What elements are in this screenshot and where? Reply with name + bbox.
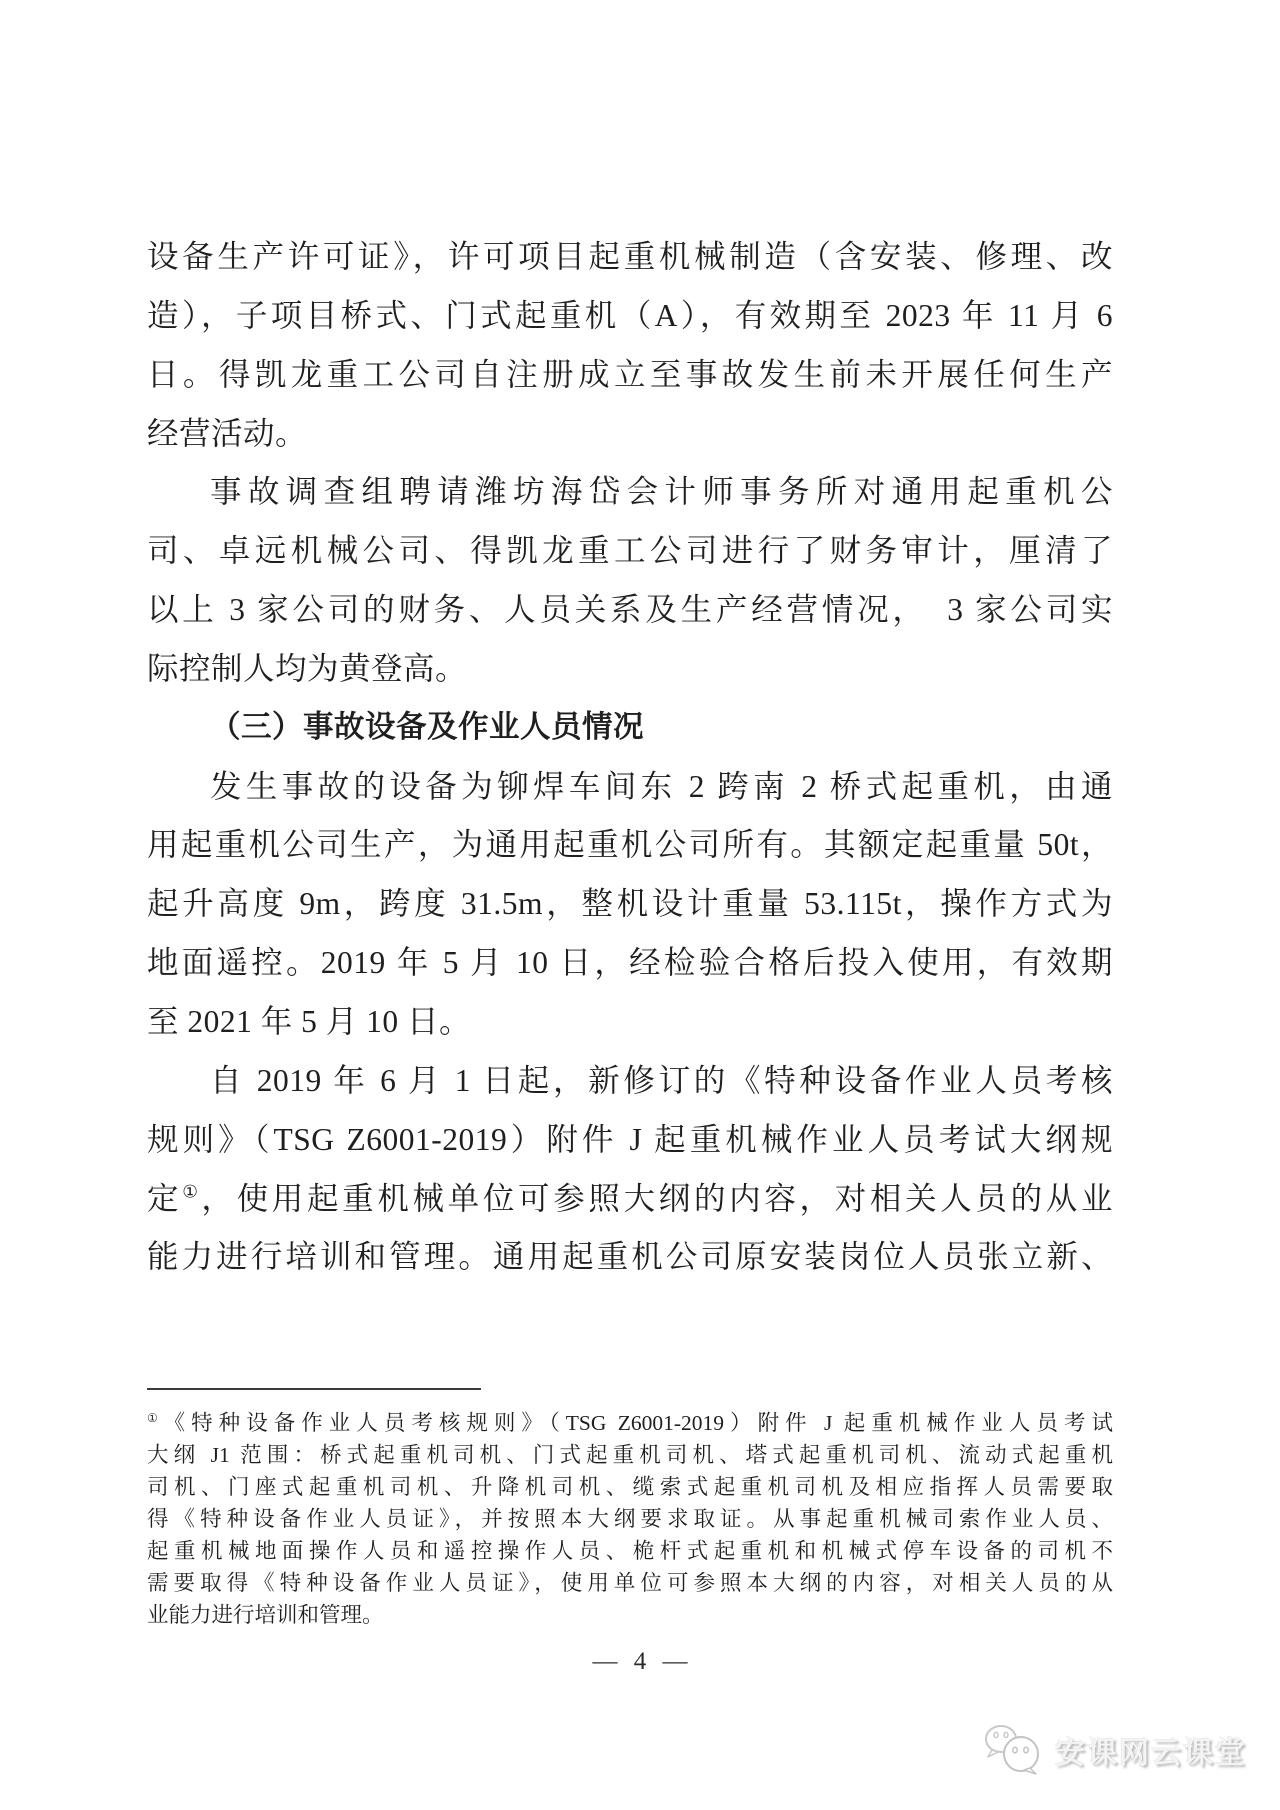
footnote-line	[147, 1407, 1113, 1439]
footnote-separator	[147, 1388, 481, 1390]
footnote-line: 起重机械地面操作人员和遥控操作人员、桅杆式起重机和机械式停车设备的司机不	[147, 1539, 1113, 1563]
body-line: 用起重机公司生产，为通用起重机公司所有。其额定起重量 50t，	[147, 827, 1113, 863]
watermark	[981, 1724, 1247, 1776]
body-line: 际控制人均为黄登高。	[147, 650, 468, 686]
body-text-segment: 定	[147, 1180, 183, 1216]
footnote-line: 业能力进行培训和管理。	[147, 1603, 384, 1627]
footnote-line: 得《特种设备作业人员证》，并按照本大纲要求取证。从事起重机械司索作业人员、	[147, 1507, 1113, 1531]
document-body	[147, 228, 1113, 1287]
footnote	[147, 1407, 1113, 1631]
body-line: 规则》（TSG Z6001-2019）附件 J 起重机械作业人员考试大纲规	[147, 1121, 1113, 1157]
body-text-segment: ，使用起重机械单位可参照大纲的内容，对相关人员的从业	[201, 1180, 1113, 1216]
body-line: 发生事故的设备为铆焊车间东 2 跨南 2 桥式起重机，由通	[210, 768, 1113, 804]
footnote-line: 需要取得《特种设备作业人员证》，使用单位可参照本大纲的内容，对相关人员的从	[147, 1571, 1113, 1595]
footnote-ref-mark: ①	[182, 1182, 202, 1201]
footnote-line: 大纲 J1 范围：桥式起重机司机、门式起重机司机、塔式起重机司机、流动式起重机	[147, 1443, 1113, 1467]
watermark-label: 安课网云课堂	[1055, 1736, 1247, 1771]
body-line: 造），子项目桥式、门式起重机（A），有效期至 2023 年 11 月 6	[147, 297, 1113, 333]
body-line: 自 2019 年 6 月 1 日起，新修订的《特种设备作业人员考核	[210, 1062, 1113, 1098]
body-line: 司、卓远机械公司、得凯龙重工公司进行了财务审计，厘清了	[147, 533, 1113, 569]
chat-bubbles-icon	[981, 1724, 1045, 1776]
section-heading: （三）事故设备及作业人员情况	[210, 709, 644, 745]
body-line	[147, 1170, 1113, 1229]
body-line: 能力进行培训和管理。通用起重机公司原安装岗位人员张立新、	[147, 1239, 1113, 1275]
body-line: 事故调查组聘请潍坊海岱会计师事务所对通用起重机公	[210, 474, 1113, 510]
footnote-text-segment: 《特种设备作业人员考核规则》（TSG Z6001-2019）附件 J 起重机械作业人员考试	[163, 1411, 1114, 1435]
body-line: 日。得凯龙重工公司自注册成立至事故发生前未开展任何生产	[147, 356, 1113, 392]
footnote-marker: ①	[147, 1410, 164, 1425]
footnote-line: 司机、门座式起重机司机、升降机司机、缆索式起重机司机及相应指挥人员需要取	[147, 1475, 1113, 1499]
page-number: — 4 —	[592, 1648, 688, 1675]
body-line: 设备生产许可证》，许可项目起重机械制造（含安装、修理、改	[147, 239, 1113, 274]
body-line: 经营活动。	[147, 415, 308, 451]
body-line: 起升高度 9m，跨度 31.5m，整机设计重量 53.115t，操作方式为	[147, 886, 1113, 922]
body-line: 地面遥控。2019 年 5 月 10 日，经检验合格后投入使用，有效期	[147, 945, 1113, 981]
body-line: 至 2021 年 5 月 10 日。	[147, 1003, 472, 1039]
body-line: 以上 3 家公司的财务、人员关系及生产经营情况， 3 家公司实	[147, 592, 1113, 628]
